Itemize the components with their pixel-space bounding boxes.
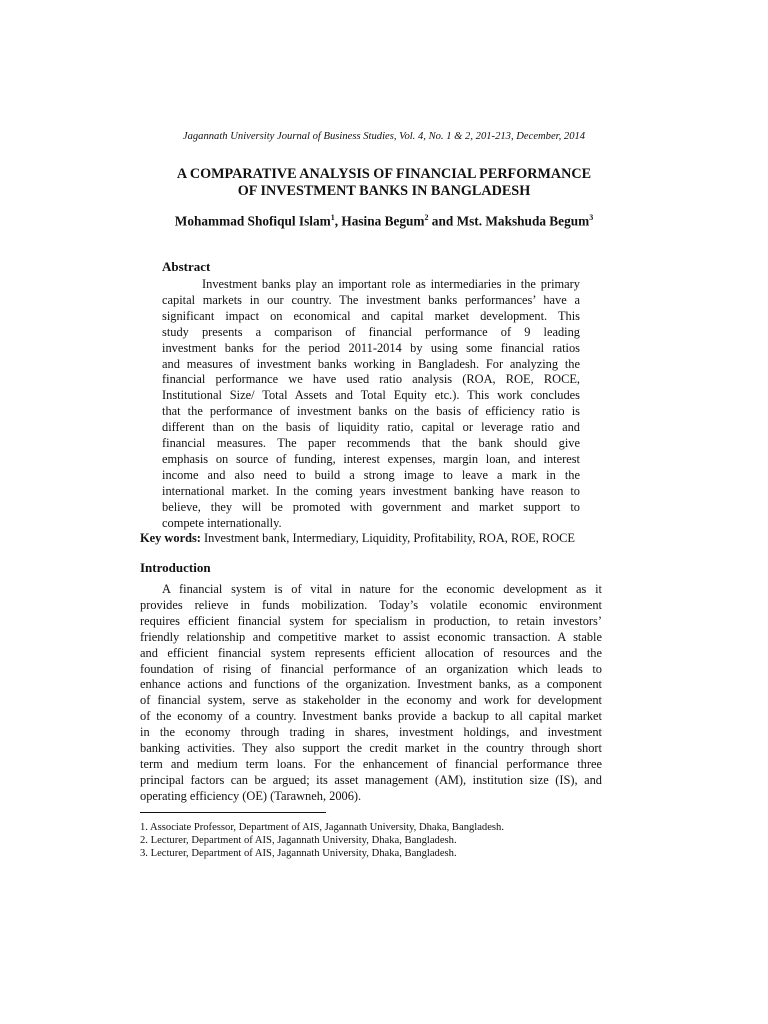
abstract-line: that the performance of investment banks on the basis of efficiency ratio is	[162, 404, 580, 419]
paper-title	[0, 166, 768, 200]
introduction-line: operating efficiency (OE) (Tarawneh, 2006).	[140, 788, 362, 803]
introduction-line: term and medium term loans. For the enhancement of financial performance three	[140, 756, 602, 771]
abstract-line: study presents a comparison of financial performance of 9 leading	[162, 324, 580, 339]
abstract-line: and measures of investment banks working in Bangladesh. For analyzing the	[162, 356, 580, 371]
abstract-heading: Abstract	[162, 259, 211, 274]
introduction-line: enhance actions and functions of the organization. Investment banks, as a component	[140, 677, 602, 692]
journal-citation: Jagannath University Journal of Business Studies, Vol. 4, No. 1 & 2, 201-213, December, 2014	[182, 131, 586, 142]
abstract-line: significant impact on economical and capital market development. This	[162, 308, 580, 323]
abstract-line: different than on the basis of liquidity ratio, capital or leverage ratio and	[162, 420, 580, 435]
abstract-line: capital markets in our country. The investment banks performances’ have a	[162, 292, 580, 307]
author-separator: and	[428, 213, 457, 229]
introduction-line: and efficient financial system represents efficient allocation of resources and the	[140, 645, 602, 660]
introduction-line: provides relieve in funds mobilization. Today’s volatile economic environment	[140, 597, 602, 612]
introduction-heading: Introduction	[140, 560, 211, 575]
author-name: Mohammad Shofiqul Islam	[174, 213, 331, 229]
title-line-1: A COMPARATIVE ANALYSIS OF FINANCIAL PERFORMANCE	[176, 166, 592, 182]
abstract-body	[162, 277, 580, 532]
footnote-2: 2. Lecturer, Department of AIS, Jagannath University, Dhaka, Bangladesh.	[140, 835, 457, 846]
author-separator: ,	[334, 213, 342, 229]
introduction-line: principal factors can be argued; its asset management (AM), institution size (IS), and	[140, 772, 602, 787]
introduction-line: in the economy through trading in shares, investment holdings, and investment	[140, 725, 602, 740]
abstract-line: income and also need to build a strong image to leave a mark in the	[162, 467, 580, 482]
abstract-line: Institutional Size/ Total Assets and Total Equity etc.). This work concludes	[162, 388, 580, 403]
keywords-label: Key words:	[140, 531, 201, 545]
abstract-line: investment banks for the period 2011-2014 by using some financial ratios	[162, 340, 580, 355]
footnote-3: 3. Lecturer, Department of AIS, Jagannath University, Dhaka, Bangladesh.	[140, 848, 457, 859]
introduction-line: requires efficient financial system for specialism in production, to retain investors’	[140, 613, 602, 628]
author-footnote-mark: 3	[589, 213, 594, 222]
author-name: Mst. Makshuda Begum	[456, 213, 590, 229]
introduction-body	[140, 582, 602, 805]
author-footnote-mark: 2	[424, 213, 429, 222]
author-footnote-mark: 1	[330, 213, 335, 222]
footnotes	[140, 821, 504, 860]
abstract-line: believe, they will be promoted with government and market support to	[162, 499, 580, 514]
title-line-2: OF INVESTMENT BANKS IN BANGLADESH	[237, 183, 531, 199]
footnote-1: 1. Associate Professor, Department of AIS, Jagannath University, Dhaka, Bangladesh.	[140, 822, 504, 833]
author-list	[0, 213, 768, 229]
introduction-line: of financial system, serve as stakeholder in the economy and work for development	[140, 693, 602, 708]
abstract-line: international market. In the coming years investment banking have reason to	[162, 483, 580, 498]
introduction-line: friendly relationship and competitive market to assist economic transaction. A stable	[140, 629, 602, 644]
author-name: Hasina Begum	[341, 213, 425, 229]
abstract-line: emphasis on source of funding, interest expenses, margin loan, and interest	[162, 451, 580, 466]
introduction-line: banking activities. They also support the credit market in the country through short	[140, 741, 602, 756]
footnote-divider	[140, 812, 326, 813]
abstract-line: compete internationally.	[162, 515, 282, 530]
abstract-line: Investment banks play an important role as intermediaries in the primary	[202, 277, 580, 291]
introduction-line: of the economy of a country. Investment banks provide a backup to all capital market	[140, 709, 602, 724]
keywords-text: Investment bank, Intermediary, Liquidity, Profitability, ROA, ROE, ROCE	[200, 531, 575, 545]
introduction-line: A financial system is of vital in nature for the economic development as it	[162, 582, 602, 596]
keywords-line	[140, 531, 575, 546]
abstract-line: financial measures. The paper recommends that the bank should give	[162, 436, 580, 451]
abstract-line: financial performance we have used ratio analysis (ROA, ROE, ROCE,	[162, 372, 580, 387]
introduction-line: foundation of rising of financial performance of an organization which leads to	[140, 661, 602, 676]
